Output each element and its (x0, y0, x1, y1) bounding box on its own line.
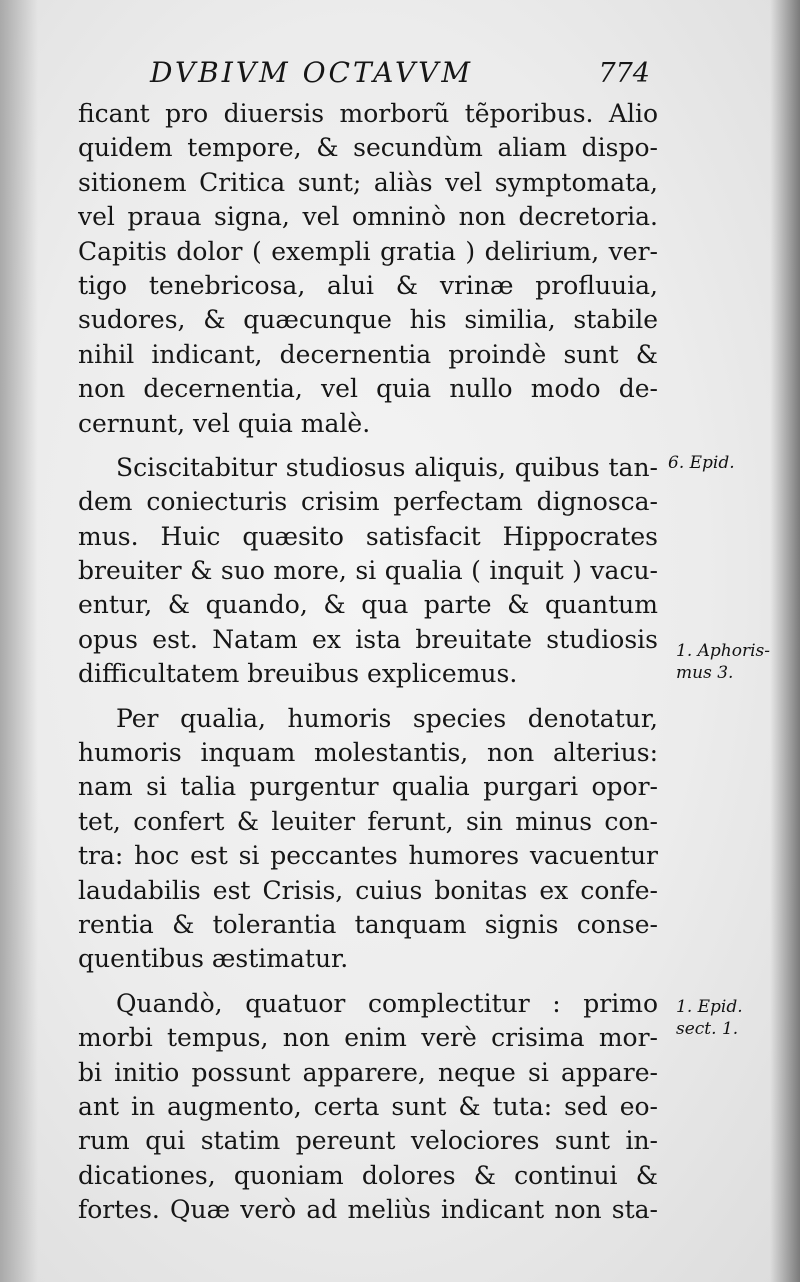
margin-note-line: 6. Epid. (668, 453, 735, 473)
margin-note (676, 996, 743, 1040)
text-line: Quandò, quatuor complectitur : primo (116, 988, 658, 1018)
text-line: dicationes, quoniam dolores & continui & (78, 1160, 658, 1190)
running-title: DVBIVM OCTAVVM (150, 56, 474, 89)
text-line: tet, confert & leuiter ferunt, sin minus con- (78, 806, 658, 836)
body-text (78, 97, 658, 1228)
text-line: Sciscitabitur studiosus aliquis, quibus tan- (116, 452, 658, 482)
paragraph (78, 987, 658, 1228)
paragraph (78, 97, 658, 441)
text-line: tigo tenebricosa, alui & vrinæ profluuia, (78, 270, 658, 300)
page-edge-shadow-left (0, 0, 38, 1282)
text-line: laudabilis est Crisis, cuius bonitas ex confe- (78, 875, 658, 905)
margin-note-line: 1. Aphoris- (676, 641, 770, 661)
text-line: entur, & quando, & qua parte & quantum (78, 590, 658, 620)
margin-note-line: 1. Epid. (676, 997, 743, 1017)
text-line: nam si talia purgentur qualia purgari opor- (78, 772, 658, 802)
text-line: non decernentia, vel quia nullo modo de- (78, 374, 658, 404)
margin-note-line: sect. 1. (676, 1019, 739, 1039)
text-line: vel praua signa, vel omninò non decretoria. (78, 202, 658, 232)
text-line: morbi tempus, non enim verè crisima mor- (78, 1023, 658, 1053)
text-line: rentia & tolerantia tanquam signis conse- (78, 909, 658, 939)
paragraph (78, 702, 658, 977)
text-line: difficultatem breuibus explicemus. (78, 659, 518, 689)
text-line: breuiter & suo more, si qualia ( inquit ) vacu- (78, 556, 658, 586)
paragraph (78, 451, 658, 692)
text-line: fortes. Quæ verò ad meliùs indicant non sta- (78, 1195, 658, 1225)
page-edge-shadow-right (770, 0, 800, 1282)
text-line: bi initio possunt apparere, neque si appare- (78, 1057, 658, 1087)
page-header (150, 56, 660, 96)
text-line: nihil indicant, decernentia proindè sunt & (78, 339, 658, 369)
text-line: ant in augmento, certa sunt & tuta: sed eo- (78, 1091, 658, 1121)
text-line: ficant pro diuersis morborũ tẽporibus. Alio (78, 99, 658, 128)
text-line: Per qualia, humoris species denotatur, (116, 703, 658, 733)
text-line: mus. Huic quæsito satisfacit Hippocrates (78, 521, 658, 551)
text-line: sitionem Critica sunt; aliàs vel symptomata, (78, 167, 658, 197)
text-line: tra: hoc est si peccantes humores vacuentur (78, 841, 658, 871)
text-line: quidem tempore, & secundùm aliam dispo- (78, 133, 658, 163)
margin-note (676, 640, 770, 684)
text-line: cernunt, vel quia malè. (78, 408, 371, 438)
text-line: quentibus æstimatur. (78, 944, 349, 974)
text-line: rum qui statim pereunt velociores sunt in- (78, 1126, 658, 1156)
text-line: humoris inquam molestantis, non alterius: (78, 738, 658, 768)
page-number: 774 (598, 58, 650, 89)
text-line: dem coniecturis crisim perfectam dignosca- (78, 487, 658, 517)
margin-note (668, 452, 735, 474)
margin-note-line: mus 3. (676, 663, 734, 683)
text-line: opus est. Natam ex ista breuitate studiosis (78, 624, 658, 654)
text-line: sudores, & quæcunque his similia, stabile (78, 305, 658, 335)
text-line: Capitis dolor ( exempli gratia ) delirium, ver- (78, 236, 658, 266)
